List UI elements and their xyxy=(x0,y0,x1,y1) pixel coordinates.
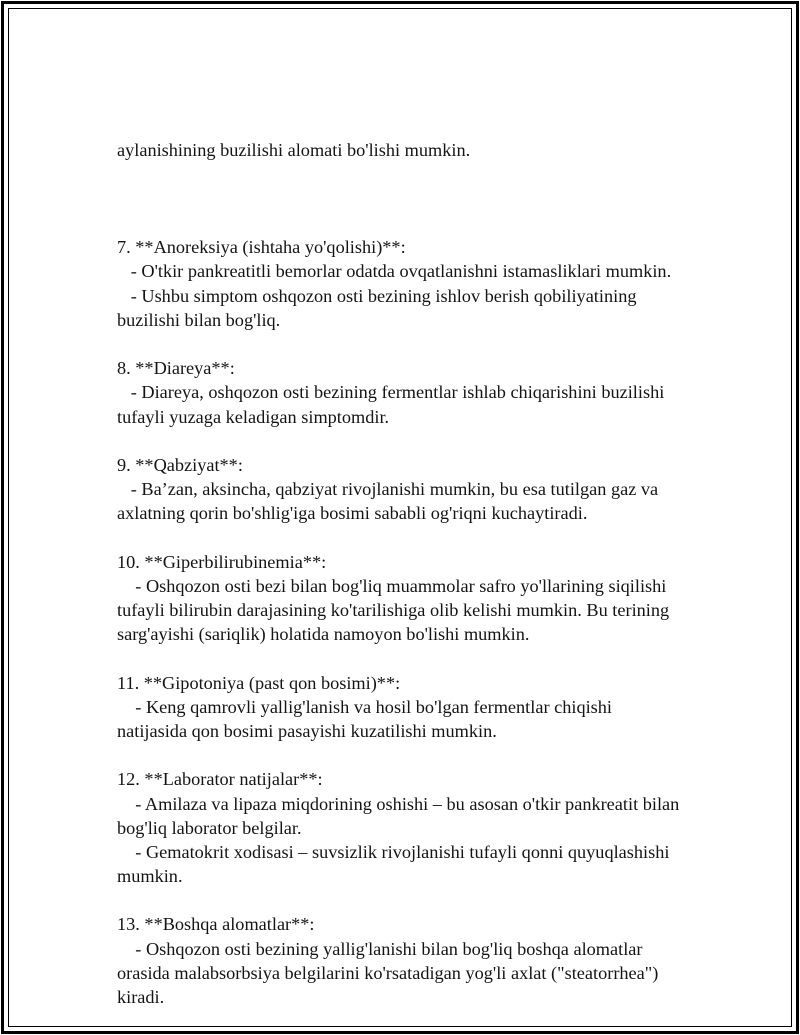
bullet-line: bog'liq laborator belgilar. xyxy=(117,817,302,838)
bullet-item xyxy=(117,840,679,888)
document-body xyxy=(117,90,679,1033)
section-heading: 13. **Boshqa alomatlar**: xyxy=(117,914,315,935)
bullet-line: - Amilaza va lipaza miqdorining oshishi – bu asosan o'tkir pankreatit bilan xyxy=(117,793,680,814)
symptom-list xyxy=(117,235,679,1009)
bullet-line: - Diareya, oshqozon osti bezining fermentlar ishlab chiqarishini buzilishi xyxy=(117,382,665,403)
bullet-line: - O'tkir pankreatitli bemorlar odatda ovqatlanishni istamasliklari mumkin. xyxy=(117,261,672,282)
section-heading: 9. **Qabziyat**: xyxy=(117,454,243,475)
continuation-line: aylanishining buzilishi alomati bo'lishi mumkin. xyxy=(117,140,471,161)
bullet-line: - Oshqozon osti bezining yallig'lanishi bilan bog'liq boshqa alomatlar xyxy=(117,938,643,959)
bullet-item xyxy=(117,695,679,743)
bullet-item xyxy=(117,937,679,1010)
bullet-line: - Keng qamrovli yallig'lanish va hosil bo'lgan fermentlar chiqishi xyxy=(117,696,612,717)
section-heading: 10. **Giperbilirubinemia**: xyxy=(117,551,327,572)
bullet-item xyxy=(117,259,679,283)
symptom-section xyxy=(117,356,679,429)
bullet-line: mumkin. xyxy=(117,866,183,887)
bullet-item xyxy=(117,380,679,428)
bullet-line: - Oshqozon osti bezi bilan bog'liq muammolar safro yo'llarining siqilishi xyxy=(117,575,667,596)
symptom-section xyxy=(117,235,679,332)
bullet-line: tufayli yuzaga keladigan simptomdir. xyxy=(117,406,390,427)
section-heading: 8. **Diareya**: xyxy=(117,358,235,379)
bullet-line: natijasida qon bosimi pasayishi kuzatilishi mumkin. xyxy=(117,720,497,741)
symptom-section xyxy=(117,550,679,647)
bullet-line: - Ba’zan, aksincha, qabziyat rivojlanishi mumkin, bu esa tutilgan gaz va xyxy=(117,479,659,500)
bullet-line: tufayli bilirubin darajasining ko'tarilishiga olib kelishi mumkin. Bu terining xyxy=(117,600,670,620)
bullet-line: sarg'ayishi (sariqlik) holatida namoyon bo'lishi mumkin. xyxy=(117,624,530,645)
bullet-item xyxy=(117,574,679,647)
symptom-section xyxy=(117,912,679,1009)
bullet-item xyxy=(117,792,679,840)
bullet-line: axlatning qorin bo'shlig'iga bosimi sababli og'riqni kuchaytiradi. xyxy=(117,503,588,524)
symptom-section xyxy=(117,767,679,888)
bullet-line: - Ushbu simptom oshqozon osti bezining ishlov berish qobiliyatining xyxy=(117,285,637,306)
section-heading: 7. **Anoreksiya (ishtaha yo'qolishi)**: xyxy=(117,237,406,258)
section-heading: 12. **Laborator natijalar**: xyxy=(117,769,323,790)
bullet-item xyxy=(117,477,679,525)
bullet-line: - Gematokrit xodisasi – suvsizlik rivojlanishi tufayli qonni quyuqlashishi xyxy=(117,841,670,862)
bullet-item xyxy=(117,284,679,332)
symptom-section xyxy=(117,671,679,744)
symptom-section xyxy=(117,453,679,526)
section-heading: 11. **Gipotoniya (past qon bosimi)**: xyxy=(117,672,401,693)
bullet-line: buzilishi bilan bog'liq. xyxy=(117,309,281,330)
bullet-line: kiradi. xyxy=(117,987,165,1007)
bullet-line: orasida malabsorbsiya belgilarini ko'rsatadigan yog'li axlat ("steatorrhea") xyxy=(117,962,659,983)
